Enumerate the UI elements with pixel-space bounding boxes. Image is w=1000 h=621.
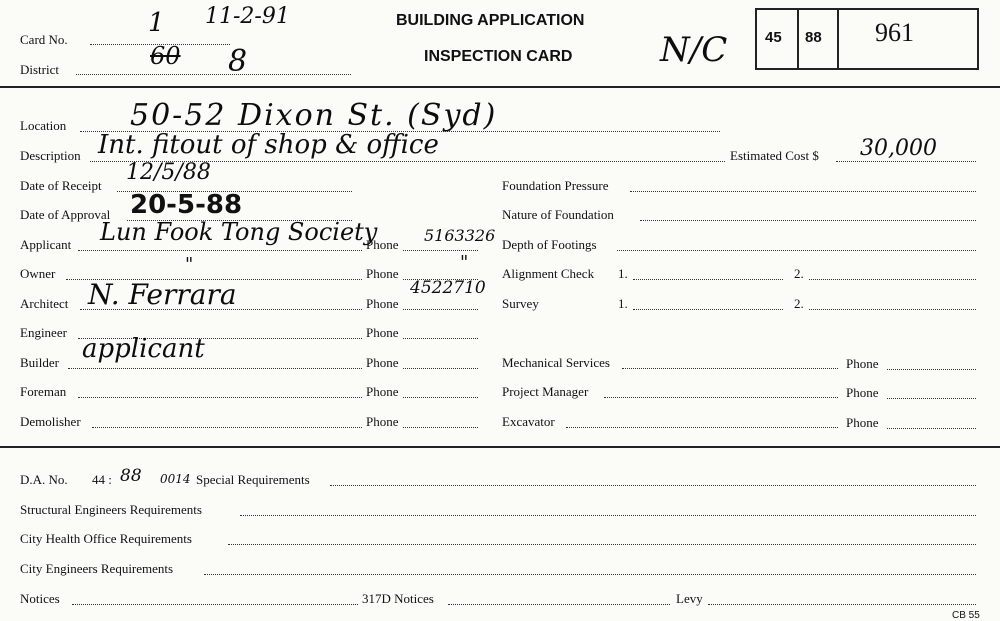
- reference-box-2-value: 88: [805, 29, 822, 46]
- architect-phone-line: [403, 309, 478, 310]
- mechanical-services-phone-label: Phone: [846, 356, 879, 371]
- nc-mark: N/C: [660, 30, 728, 70]
- owner-value: ": [185, 254, 194, 275]
- excavator-phone-label: Phone: [846, 415, 879, 430]
- city-engineers-label: City Engineers Requirements: [20, 561, 174, 576]
- architect-phone-label: Phone: [366, 296, 399, 311]
- card-no-label: Card No.: [20, 32, 68, 47]
- applicant-phone-label: Phone: [366, 237, 399, 252]
- reference-box-2: [797, 10, 839, 68]
- owner-phone-value: ": [460, 252, 469, 273]
- foreman-label: Foreman: [20, 384, 67, 399]
- applicant-phone-value: 5163326: [424, 226, 496, 245]
- demolisher-phone-label: Phone: [366, 414, 399, 429]
- city-health-label: City Health Office Requirements: [20, 531, 192, 546]
- project-manager-label: Project Manager: [502, 384, 589, 399]
- architect-value: N. Ferrara: [88, 278, 237, 311]
- card-no-value: 1: [148, 8, 165, 38]
- nature-of-foundation-label: Nature of Foundation: [502, 207, 614, 222]
- 317d-notices-label: 317D Notices: [362, 591, 434, 606]
- estimated-cost-label: Estimated Cost $: [730, 148, 819, 163]
- owner-phone-label: Phone: [366, 266, 399, 281]
- structural-engineers-line: [240, 515, 976, 516]
- foundation-pressure-label: Foundation Pressure: [502, 178, 609, 193]
- project-manager-phone-label: Phone: [846, 385, 879, 400]
- survey-num-1: 1.: [618, 296, 628, 311]
- district-line: [76, 74, 351, 75]
- district-label: District: [20, 62, 59, 77]
- da-no-suffix: 0014: [160, 472, 191, 486]
- foundation-pressure-line: [630, 191, 976, 192]
- header-divider: [0, 86, 1000, 88]
- da-no-label: D.A. No.: [20, 472, 68, 487]
- project-manager-phone-line: [887, 398, 976, 399]
- reference-box-3-value: 961: [875, 18, 914, 47]
- alignment-check-line-1: [633, 279, 783, 280]
- applicant-line: [78, 250, 362, 251]
- depth-of-footings-line: [617, 250, 976, 251]
- body-divider: [0, 446, 1000, 448]
- demolisher-line: [92, 427, 362, 428]
- foreman-line: [78, 397, 362, 398]
- date-of-receipt-value: 12/5/88: [126, 160, 211, 185]
- mechanical-services-label: Mechanical Services: [502, 355, 610, 370]
- demolisher-phone-line: [403, 427, 478, 428]
- builder-phone-label: Phone: [366, 355, 399, 370]
- date-of-approval-value: 20-5-88: [130, 190, 243, 220]
- date-of-receipt-label: Date of Receipt: [20, 178, 102, 193]
- levy-label: Levy: [676, 591, 703, 606]
- applicant-label: Applicant: [20, 237, 72, 252]
- architect-label: Architect: [20, 296, 69, 311]
- reference-box-1: [757, 10, 799, 68]
- reference-box-1-value: 45: [765, 29, 782, 46]
- mechanical-services-line: [622, 368, 838, 369]
- builder-value: applicant: [82, 334, 205, 364]
- survey-label: Survey: [502, 296, 539, 311]
- alignment-check-num-2: 2.: [794, 266, 804, 281]
- applicant-value: Lun Fook Tong Society: [100, 218, 378, 246]
- card-date-value: 11-2-91: [205, 4, 290, 29]
- excavator-line: [566, 427, 838, 428]
- architect-phone-value: 4522710: [410, 278, 486, 298]
- district-value: 8: [228, 44, 248, 79]
- special-requirements-label: Special Requirements: [196, 472, 310, 487]
- engineer-phone-line: [403, 338, 478, 339]
- mechanical-services-phone-line: [887, 369, 976, 370]
- builder-label: Builder: [20, 355, 59, 370]
- foreman-phone-label: Phone: [366, 384, 399, 399]
- notices-line: [72, 604, 358, 605]
- engineer-label: Engineer: [20, 325, 67, 340]
- engineer-phone-label: Phone: [366, 325, 399, 340]
- levy-line: [708, 604, 976, 605]
- da-no-value: 88: [120, 466, 142, 486]
- date-of-approval-label: Date of Approval: [20, 207, 111, 222]
- survey-line-2: [809, 309, 976, 310]
- survey-num-2: 2.: [794, 296, 804, 311]
- location-label: Location: [20, 118, 67, 133]
- city-health-line: [228, 544, 976, 545]
- alignment-check-label: Alignment Check: [502, 266, 595, 281]
- alignment-check-line-2: [809, 279, 976, 280]
- form-code: CB 55: [952, 610, 980, 621]
- da-no-prefix: 44 :: [92, 472, 112, 487]
- foreman-phone-line: [403, 397, 478, 398]
- survey-line-1: [633, 309, 783, 310]
- estimated-cost-value: 30,000: [860, 136, 937, 161]
- location-value: 50-52 Dixon St. (Syd): [130, 98, 498, 133]
- notices-label: Notices: [20, 591, 60, 606]
- applicant-phone-line: [403, 250, 478, 251]
- card-title-line2: INSPECTION CARD: [424, 48, 573, 65]
- depth-of-footings-label: Depth of Footings: [502, 237, 597, 252]
- 317d-notices-line: [448, 604, 670, 605]
- estimated-cost-line: [836, 161, 976, 162]
- description-value: Int. fitout of shop & office: [98, 130, 439, 160]
- excavator-phone-line: [887, 428, 976, 429]
- district-struck-value: 60: [150, 42, 181, 70]
- demolisher-label: Demolisher: [20, 414, 81, 429]
- description-label: Description: [20, 148, 81, 163]
- alignment-check-num-1: 1.: [618, 266, 628, 281]
- card-title-line1: BUILDING APPLICATION: [396, 12, 585, 29]
- builder-phone-line: [403, 368, 478, 369]
- builder-line: [68, 368, 362, 369]
- city-engineers-line: [204, 574, 976, 575]
- reference-boxes: [755, 8, 979, 70]
- structural-engineers-label: Structural Engineers Requirements: [20, 502, 202, 517]
- project-manager-line: [604, 397, 838, 398]
- owner-label: Owner: [20, 266, 56, 281]
- special-requirements-line: [330, 485, 976, 486]
- excavator-label: Excavator: [502, 414, 555, 429]
- nature-of-foundation-line: [640, 220, 976, 221]
